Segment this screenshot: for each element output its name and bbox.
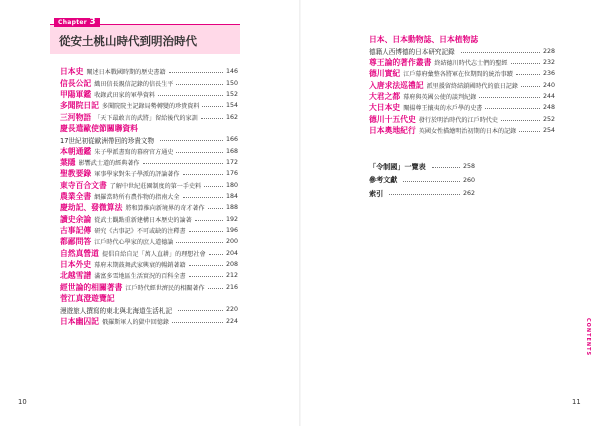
toc-entry-page: 180 <box>225 181 238 189</box>
dot-leader <box>201 118 223 119</box>
toc-entry <box>60 248 238 259</box>
toc-entry <box>60 213 238 224</box>
toc-entry <box>369 45 555 56</box>
toc-entry-title: 東寺百合文書 <box>60 180 107 190</box>
dot-leader <box>519 131 540 132</box>
toc-entry-page: 254 <box>542 126 555 134</box>
appendix-entry <box>369 174 475 188</box>
toc-entry <box>60 225 238 236</box>
toc-entry-page: 244 <box>542 92 555 100</box>
toc-entry-description: 軍事學家對朱子學派的評論著作 <box>94 171 180 179</box>
toc-entry-title: 本朝通鑑 <box>60 146 92 156</box>
dot-leader <box>176 84 223 85</box>
appendix-entry-page: 260 <box>462 176 475 184</box>
toc-entry-title: 德川實紀 <box>369 69 401 79</box>
toc-entry-description: 研究《古事記》不可或缺的注釋書 <box>94 227 186 235</box>
toc-entry-title: 德籍人西博德的日本研究記錄 <box>369 48 455 57</box>
dot-leader <box>160 140 223 141</box>
toc-entry-description: 派里援留終結鎖國時代的旅日記錄 <box>426 82 518 90</box>
toc-entry-page: 152 <box>225 90 238 98</box>
toc-entry-title: 入唐求法巡禮記 <box>369 80 424 90</box>
appendix-list <box>369 160 475 201</box>
appendix-entry-page: 262 <box>462 190 475 198</box>
toc-entry-title: 經世論的相關著書 <box>60 282 123 292</box>
page-number-right: 11 <box>572 398 581 406</box>
dot-leader <box>183 197 223 198</box>
dot-leader <box>189 265 223 266</box>
toc-entry-title: 讀史余論 <box>60 214 92 224</box>
toc-entry-title: 信長公記 <box>60 78 92 88</box>
toc-entry-title: 北越雪譜 <box>60 271 92 281</box>
toc-entry-description: 江戶幕府彙整各將軍在位期間的統治事蹟 <box>403 71 513 79</box>
toc-entry <box>60 66 238 77</box>
appendix-entry <box>369 160 475 174</box>
toc-entry-title: 日本、日本動物誌、日本植物誌 <box>369 35 479 45</box>
toc-entry-description: 「天下最敢言的武將」留給後代的家訓 <box>94 114 198 122</box>
chapter-label: Chapter <box>58 19 88 26</box>
chapter-title: 從安土桃山時代到明治時代 <box>59 34 197 48</box>
toc-entry-page: 196 <box>225 226 238 234</box>
toc-entry <box>369 125 555 136</box>
appendix-entry-title: 索引 <box>369 188 384 198</box>
dot-leader <box>169 72 223 73</box>
dot-leader <box>389 194 460 195</box>
appendix-entry-page: 258 <box>462 163 475 171</box>
toc-entry-title: 菅江真澄遊覽記 <box>60 294 115 304</box>
toc-entry-description: 從武士觀點重新建構日本歷史的論著 <box>94 216 192 224</box>
toc-entry <box>369 91 555 102</box>
dot-leader <box>176 152 223 153</box>
toc-entry-description: 將和算推向新境界的奇才著作 <box>125 205 205 213</box>
toc-entry <box>60 282 238 293</box>
toc-entry-page: 166 <box>225 136 238 144</box>
toc-entry-title: 多聞院日記 <box>60 101 99 111</box>
toc-entry <box>60 236 238 247</box>
toc-entry-title: 葉隱 <box>60 157 76 167</box>
toc-entry <box>369 102 555 113</box>
dot-leader <box>485 108 540 109</box>
toc-entry-description: 英國女性描繪明治初期的日本的記錄 <box>418 127 517 135</box>
toc-entry-description: 提倡自給自足「萬人直耕」的理想社會 <box>101 250 206 258</box>
toc-entry <box>60 259 238 270</box>
toc-entry <box>369 79 555 90</box>
toc-entry-description: 影響武士道的經典著作 <box>78 159 140 167</box>
toc-entry-title: 漫遊旅人撰寫的東北與北海道生活札記 <box>60 306 173 315</box>
dot-leader <box>461 52 540 53</box>
toc-entry-title: 甲陽軍鑑 <box>60 89 92 99</box>
toc-entry-description: 江戶時代經世濟民的相關著作 <box>125 284 205 292</box>
toc-entry-title: 農業全書 <box>60 191 92 201</box>
toc-entry-page: 146 <box>225 68 238 76</box>
toc-entry <box>60 145 238 156</box>
dot-leader <box>521 86 540 87</box>
toc-entry-page: 150 <box>225 79 238 87</box>
chapter-number: 3 <box>89 17 96 27</box>
appendix-entry-title: 參考文獻 <box>369 175 398 185</box>
toc-entry <box>369 57 555 68</box>
chapter-header <box>50 17 240 54</box>
dot-leader <box>479 97 540 98</box>
dot-leader <box>403 181 460 182</box>
toc-entry <box>60 89 238 100</box>
toc-entry-page: 168 <box>225 147 238 155</box>
toc-entry-page: 232 <box>542 58 555 66</box>
toc-entry <box>60 100 238 111</box>
toc-entry <box>369 113 555 124</box>
toc-entry-page: 216 <box>225 283 238 291</box>
dot-leader <box>189 231 223 232</box>
toc-entry-description: 朱子學派書寫的幕府官方通史 <box>94 148 174 156</box>
toc-entry-title: 大君之都 <box>369 91 401 101</box>
dot-leader <box>501 120 540 121</box>
toc-entry-title: 日本史 <box>60 67 84 77</box>
toc-entry-page: 176 <box>225 170 238 178</box>
toc-entry <box>60 304 238 315</box>
toc-entry-page: 192 <box>225 215 238 223</box>
toc-entry-page: 252 <box>542 115 555 123</box>
toc-entry-page: 240 <box>542 81 555 89</box>
toc-entry <box>60 157 238 168</box>
dot-leader <box>178 310 223 311</box>
toc-entry <box>60 202 238 213</box>
dot-leader <box>432 167 460 168</box>
appendix-entry-title: 「令制國」一覽表 <box>369 161 426 171</box>
toc-entry-title: 慶長遣歐使節關聯資料 <box>60 123 138 133</box>
toc-entry-page: 154 <box>225 102 238 110</box>
toc-entry-description: 幕府與英國公使的談判紀錄 <box>403 93 477 101</box>
toc-entry <box>60 134 238 145</box>
toc-entry-title: 自然真營道 <box>60 248 99 258</box>
toc-entry <box>60 168 238 179</box>
dot-leader <box>143 163 223 164</box>
toc-entry-description: 終結德川時代志士們的聖經 <box>434 59 508 67</box>
toc-entry-description: 闡揚尊王攘夷的水戶學的史書 <box>403 105 483 113</box>
dot-leader <box>176 242 223 243</box>
toc-entry-description: 收錄武田家的軍學資料 <box>94 91 156 99</box>
dot-leader <box>158 95 223 96</box>
toc-entry-title: 慶劫記、發微算法 <box>60 203 123 213</box>
toc-entry-page: 220 <box>225 306 238 314</box>
appendix-entry <box>369 187 475 201</box>
toc-entry <box>60 293 238 304</box>
dot-leader <box>172 322 223 323</box>
toc-entry-page: 188 <box>225 204 238 212</box>
toc-entry-page: 204 <box>225 249 238 257</box>
toc-entry-description: 幕府末期鼓舞武家興衰的暢銷著籍 <box>94 262 186 270</box>
toc-entry-description: 發行於明治時代的江戶時代史 <box>418 116 498 124</box>
toc-entry <box>60 270 238 281</box>
toc-entry-title: 聖教要錄 <box>60 169 92 179</box>
toc-entry-title: 日本外史 <box>60 260 92 270</box>
toc-entry <box>60 123 238 134</box>
dot-leader <box>204 186 223 187</box>
toc-entry-title: 三河物語 <box>60 112 92 122</box>
dot-leader <box>208 208 223 209</box>
toc-entry-page: 248 <box>542 104 555 112</box>
toc-entry-page: 224 <box>225 317 238 325</box>
toc-entry-title: 日本幽囚記 <box>60 316 99 326</box>
toc-entry-title: 17世紀初從歐洲帶回的珍貴文物 <box>60 136 155 145</box>
toc-entry-page: 236 <box>542 70 555 78</box>
toc-entry <box>60 77 238 88</box>
toc-entry-title: 都鄙問答 <box>60 237 92 247</box>
toc-entry-page: 228 <box>542 47 555 55</box>
toc-entry-title: 日本奧地紀行 <box>369 125 416 135</box>
dot-leader <box>183 174 223 175</box>
toc-entry-description: 了解中世紀莊園制度的第一手史料 <box>109 182 202 190</box>
dot-leader <box>208 288 223 289</box>
toc-entry-description: 網羅當時所有農作物的指南大全 <box>94 193 180 201</box>
toc-entry-title: 古事記傳 <box>60 225 92 235</box>
toc-entry <box>60 111 238 122</box>
toc-entry-page: 212 <box>225 272 238 280</box>
toc-entry <box>369 68 555 79</box>
dot-leader <box>189 276 223 277</box>
toc-entry <box>60 316 238 327</box>
toc-entry-description: 江戶時代心學家的庶人道德論 <box>94 239 174 247</box>
toc-entry-description: 多聞院院主記錄局勢轉變的珍貴資料 <box>101 103 200 111</box>
toc-entry-page: 184 <box>225 192 238 200</box>
toc-entry-description: 闡述日本戰國時期的歷史書籍 <box>86 69 166 77</box>
right-page <box>300 0 600 426</box>
toc-entry-page: 162 <box>225 113 238 121</box>
toc-entry-title: 大日本史 <box>369 103 401 113</box>
toc-list-right <box>369 34 555 136</box>
toc-entry-description: 俄羅斯軍人的獄中回憶錄 <box>101 318 170 326</box>
toc-list-left <box>60 66 238 327</box>
toc-entry-description: 滿富多雪地區生活實況的百科全書 <box>94 273 186 281</box>
toc-entry-page: 172 <box>225 158 238 166</box>
dot-leader <box>209 254 223 255</box>
toc-entry-page: 208 <box>225 261 238 269</box>
dot-leader <box>195 220 223 221</box>
dot-leader <box>516 74 540 75</box>
toc-entry <box>369 34 555 45</box>
chapter-tag <box>54 18 100 27</box>
toc-entry-title: 尊王論的著作叢書 <box>369 57 432 67</box>
toc-entry <box>60 191 238 202</box>
page-number-left: 10 <box>18 398 27 406</box>
dot-leader <box>511 63 540 64</box>
toc-entry-description: 織田信長親信記錄的信長生平 <box>94 80 174 88</box>
toc-entry-page: 200 <box>225 238 238 246</box>
dot-leader <box>202 106 222 107</box>
contents-side-label: CONTENTS <box>585 318 591 357</box>
toc-entry-title: 德川十五代史 <box>369 114 416 124</box>
toc-entry <box>60 179 238 190</box>
